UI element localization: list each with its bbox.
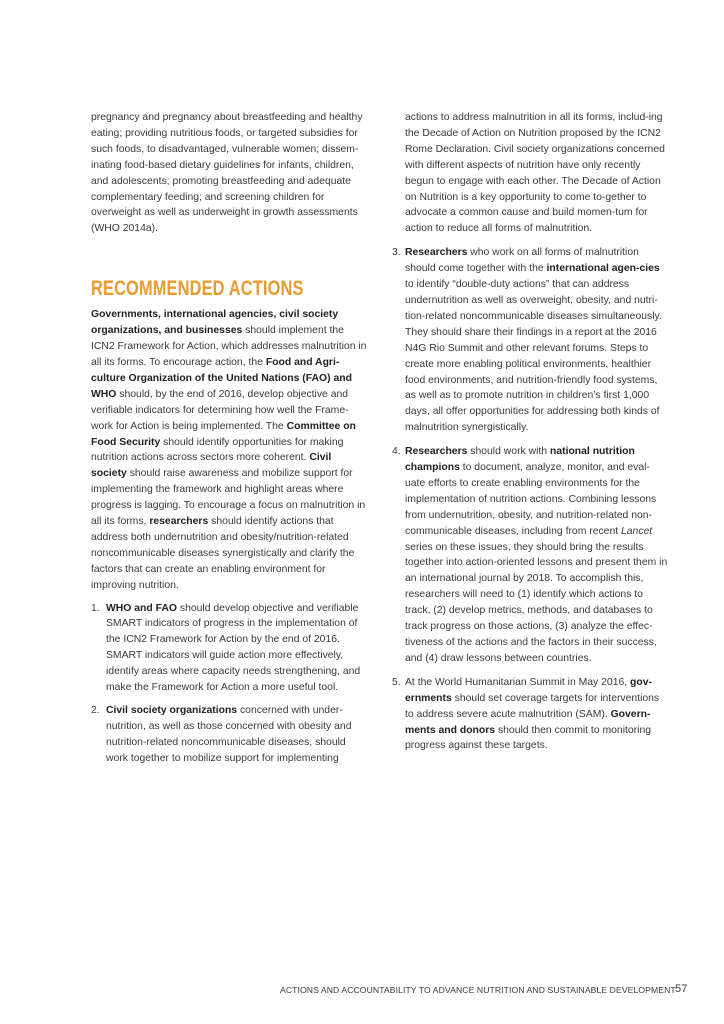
bold-term: international agen-cies xyxy=(546,263,660,275)
text-run: series on these issues, they should bring the results together into action-oriented lessons and present them in an international journal by 2018. To accomplish this, researchers will need to (1) identify which actions to track, (2) develop metrics, methods, and databases to track progress on those actions, (3) analyze the effec-tiveness of the actions and the factors in their success, and (4) draw lessons between countries. xyxy=(405,541,668,664)
bold-term: WHO and FAO xyxy=(106,602,177,614)
left-column xyxy=(91,110,369,767)
list-item-number: 5. xyxy=(392,676,401,688)
list-item xyxy=(392,245,670,436)
list-item xyxy=(91,601,369,696)
list-item xyxy=(91,703,369,767)
bold-term: Governments, international agencies, civil society organizations, and businesses xyxy=(91,309,339,337)
bold-term: Committee on Food Security xyxy=(91,420,356,448)
text-run: should raise awareness and mobilize support for implementing the framework and highlight areas where progress is lagging. To encourage a focus on malnutrition in all its forms, xyxy=(91,468,366,528)
page-number: 57 xyxy=(675,983,688,995)
bold-term: Civil society xyxy=(91,452,332,480)
text-run: At the World Humanitarian Summit in May 2016, xyxy=(405,676,631,688)
intro-paragraph: pregnancy and pregnancy about breastfeeding and healthy eating; providing nutritious foods, or targeted subsidies for such foods, to disadvantaged, vulnerable women; dissem-inating food-based dietary guidelines for infants, children, and adolescents; promoting breastfeeding and adequate complementary feeding; and screening children for overweight as well as underweight in growth assessments (WHO 2014a). xyxy=(91,112,363,235)
list-item-text xyxy=(106,603,360,694)
continued-list-text: actions to address malnutrition in all its forms, includ-ing the Decade of Action on Nutrition proposed by the ICN2 Rome Declaration. Civil society organizations concerned with different aspects of nutrition have only recently begun to engage with each other. The Decade of Action on Nutrition is a key opportunity to come to-gether to advocate a common cause and build momen-tum for action to reduce all forms of malnutrition. xyxy=(405,112,665,235)
text-run: to identify “double-duty actions” that can address undernutrition as well as overweight, obesity, and nutri-tion-related noncommunicable diseases simultaneously. They should share their findings in a report at the 2016 N4G Rio Summit and other relevant forums. Steps to create more enabling political environments, healthier food environments, and nutrition-friendly food systems, as well as to promote nutrition in children’s first 1,000 days, all offer opportunities for addressing both kinds of malnutrition synergistically. xyxy=(405,279,662,434)
bold-term: Researchers xyxy=(405,247,468,259)
text-run: should identify actions that address both undernutrition and obesity/nutrition-related noncommunicable diseases synergistically and clarify the factors that can create an enabling environment for improving nutrition. xyxy=(91,516,355,591)
recommendation-list-right xyxy=(392,245,670,754)
text-run: should identify opportunities for making nutrition actions across sectors more coherent. xyxy=(91,436,344,464)
text-run: should implement the ICN2 Framework for Action, which addresses malnutrition in all its forms. To encourage action, the xyxy=(91,325,367,368)
list-item-text xyxy=(106,705,351,764)
page-footer xyxy=(280,983,688,995)
text-run: should work with xyxy=(467,446,550,458)
text-run: should, by the end of 2016, develop objective and verifiable indicators for determining how well the Frame-work for Action is being implemented. The xyxy=(91,388,349,432)
list-item-number: 3. xyxy=(392,247,401,259)
text-run: who work on all forms of malnutrition should come together with the xyxy=(405,247,639,275)
text-run: should then commit to monitoring progress against these targets. xyxy=(405,724,651,752)
bold-term: Food and Agri-culture Organization of the United Nations (FAO) and WHO xyxy=(91,356,352,400)
bold-term: Researchers xyxy=(405,446,468,458)
bold-term: national nutrition champions xyxy=(405,446,635,474)
list-item-text xyxy=(405,247,662,433)
bold-term: Civil society organizations xyxy=(106,705,238,716)
text-run: to document, analyze, monitor, and eval-uate efforts to create enabling environments for the implementation of nutrition actions. Combining lessons from undernutrition, obesity, and nutrition-related non-communicable diseases, including from recent xyxy=(405,462,657,537)
recommended-actions-paragraph xyxy=(91,307,369,593)
right-column xyxy=(392,110,670,754)
text-run: concerned with under-nutrition, as well as those concerned with obesity and nutrition-related noncommunicable diseases, should work together to mobilize support for implementing xyxy=(106,705,352,764)
running-title: ACTIONS AND ACCOUNTABILITY TO ADVANCE NUTRITION AND SUSTAINABLE DEVELOPMENT xyxy=(280,985,676,995)
section-heading: RECOMMENDED ACTIONS xyxy=(91,277,304,301)
list-item-number: 1. xyxy=(91,602,100,614)
list-item xyxy=(392,675,670,755)
bold-term: researchers xyxy=(149,516,209,528)
italic-term: Lancet xyxy=(621,525,653,537)
list-item-text xyxy=(405,446,667,664)
list-item xyxy=(392,444,670,667)
list-item-number: 4. xyxy=(392,446,401,458)
bold-term: gov-ernments xyxy=(405,676,652,704)
list-item-number: 2. xyxy=(91,705,100,716)
list-item-text xyxy=(405,677,659,752)
recommendation-list-left xyxy=(91,601,369,767)
bold-term: Govern-ments and donors xyxy=(405,708,651,736)
text-run: should set coverage targets for interventions to address severe acute malnutrition (SAM). xyxy=(405,692,660,720)
text-run: should develop objective and verifiable SMART indicators of progress in the implementation of the ICN2 Framework for Action by the end of 2016. SMART indicators will guide action more effectively, identify areas where capacity needs strengthening, and make the Framework for Action a more useful tool. xyxy=(106,602,361,694)
